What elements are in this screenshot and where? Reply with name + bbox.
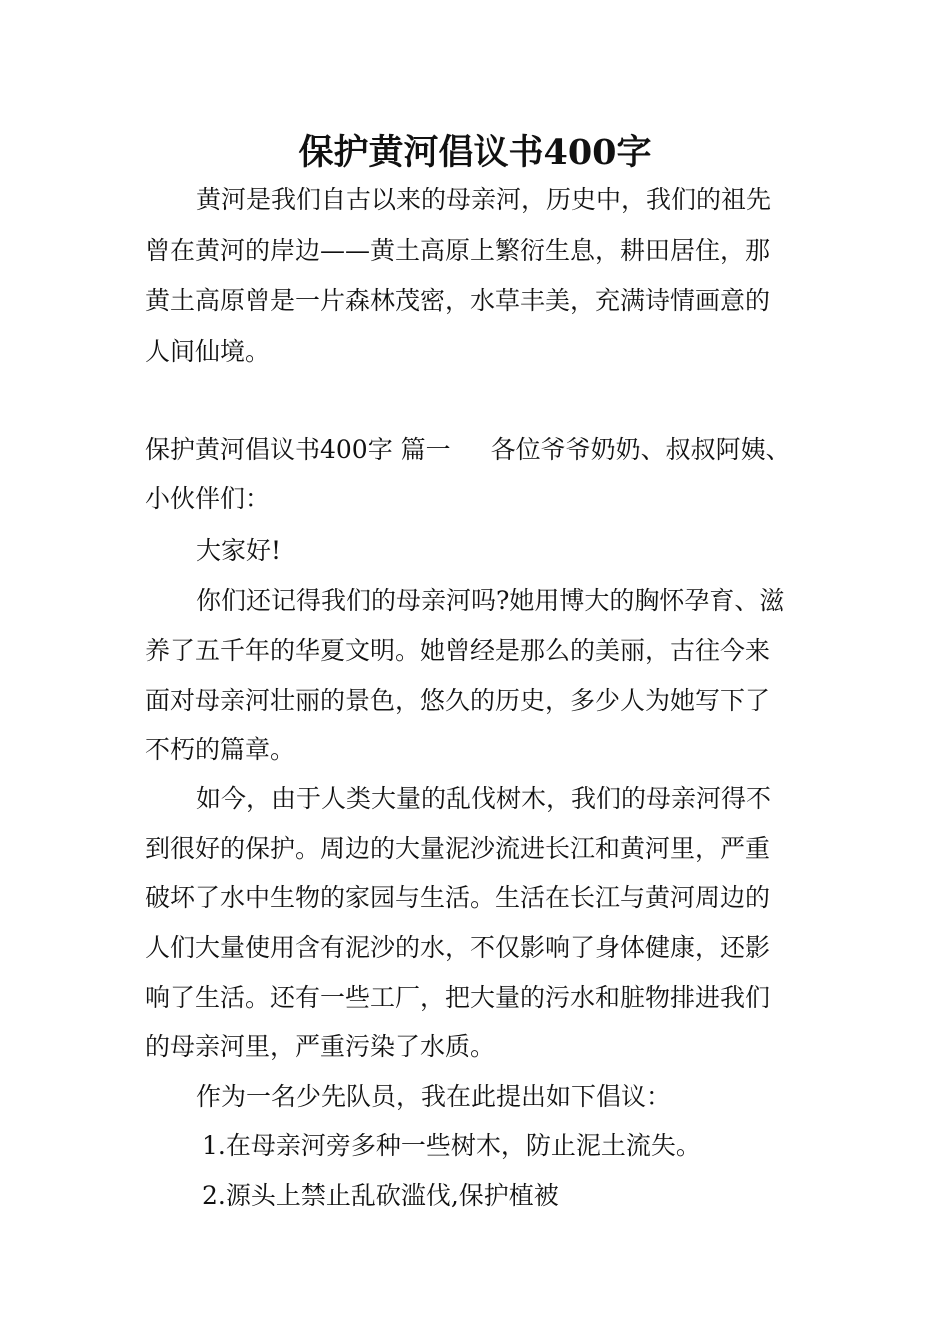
- salutation-lead: 各位爷爷奶奶、叔叔阿姨、: [490, 435, 791, 464]
- paragraph-line: 你们还记得我们的母亲河吗?她用博大的胸怀孕育、滋: [196, 586, 785, 615]
- paragraph-line: 到很好的保护。周边的大量泥沙流进长江和黄河里，严重: [145, 834, 771, 863]
- section-heading: 保护黄河倡议书400字 篇一: [145, 435, 451, 464]
- paragraph-line: 不朽的篇章。: [145, 735, 296, 764]
- greeting: 大家好!: [196, 536, 282, 565]
- paragraph-line: 如今，由于人类大量的乱伐树木，我们的母亲河得不: [196, 784, 772, 813]
- intro-line: 黄河是我们自古以来的母亲河，历史中，我们的祖先: [196, 185, 772, 214]
- paragraph-line: 面对母亲河壮丽的景色，悠久的历史，多少人为她写下了: [145, 686, 771, 715]
- salutation-tail: 小伙伴们：: [145, 484, 271, 513]
- intro-line: 人间仙境。: [145, 337, 271, 366]
- paragraph-line: 作为一名少先队员，我在此提出如下倡议：: [196, 1082, 672, 1111]
- paragraph-line: 的母亲河里，严重污染了水质。: [145, 1032, 496, 1061]
- paragraph-line: 人们大量使用含有泥沙的水，不仅影响了身体健康，还影: [145, 933, 771, 962]
- intro-line: 曾在黄河的岸边——黄土高原上繁衍生息，耕田居住，那: [145, 236, 771, 265]
- paragraph-line: 响了生活。还有一些工厂，把大量的污水和脏物排进我们: [145, 983, 771, 1012]
- paragraph-line: 破坏了水中生物的家园与生活。生活在长江与黄河周边的: [145, 883, 771, 912]
- intro-line: 黄土高原曾是一片森林茂密，水草丰美，充满诗情画意的: [145, 286, 771, 315]
- list-item: 1.在母亲河旁多种一些树木，防止泥土流失。: [202, 1131, 701, 1160]
- section-heading-line: [145, 433, 791, 467]
- list-item: 2.源头上禁止乱砍滥伐,保护植被: [202, 1181, 559, 1210]
- document-title: 保护黄河倡议书400字: [298, 132, 652, 173]
- paragraph-line: 养了五千年的华夏文明。她曾经是那么的美丽，古往今来: [145, 636, 771, 665]
